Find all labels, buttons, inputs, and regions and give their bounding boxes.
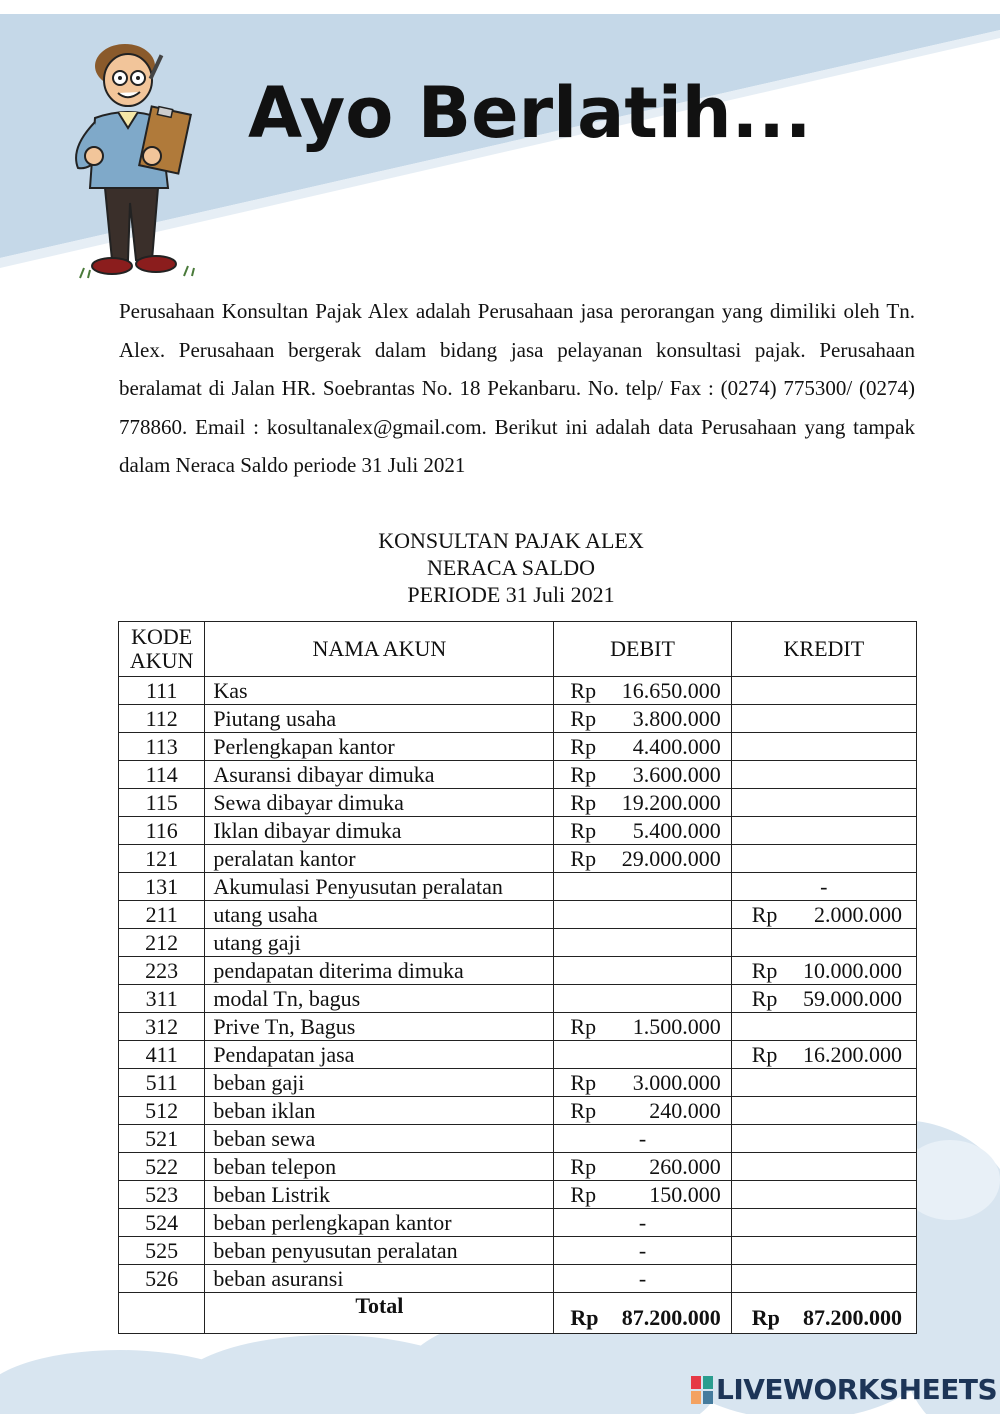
- debit-currency: Rp: [570, 817, 597, 843]
- table-row: [119, 957, 917, 985]
- debit-value: -: [638, 1237, 647, 1263]
- debit-cell: [554, 957, 731, 985]
- table-row: [119, 677, 917, 705]
- table-row: [119, 1013, 917, 1041]
- accountant-character-illustration: [60, 38, 210, 288]
- debit-currency: Rp: [570, 1153, 597, 1179]
- credit-cell: [731, 845, 916, 873]
- debit-cell: [554, 1069, 731, 1097]
- table-row: [119, 789, 917, 817]
- account-code: 131: [119, 873, 205, 901]
- header-name: NAMA AKUN: [205, 622, 554, 677]
- credit-cell: [731, 761, 916, 789]
- debit-cell: [554, 1097, 731, 1125]
- debit-value: 16.650.000: [621, 677, 721, 703]
- account-code: 121: [119, 845, 205, 873]
- table-header-row: [119, 622, 917, 677]
- debit-cell: [554, 985, 731, 1013]
- debit-value: 260.000: [649, 1153, 721, 1179]
- account-code: 526: [119, 1265, 205, 1293]
- debit-currency: Rp: [570, 705, 597, 731]
- debit-value: -: [638, 1265, 647, 1291]
- debit-cell: [554, 789, 731, 817]
- header-code: KODE AKUN: [119, 622, 205, 677]
- account-code: 511: [119, 1069, 205, 1097]
- debit-currency: Rp: [570, 733, 597, 759]
- account-code: 311: [119, 985, 205, 1013]
- account-name: modal Tn, bagus: [205, 985, 554, 1013]
- credit-value: 2.000.000: [814, 901, 902, 927]
- debit-currency: Rp: [570, 789, 597, 815]
- debit-cell: [554, 1125, 731, 1153]
- table-row: [119, 1125, 917, 1153]
- table-row: [119, 817, 917, 845]
- account-name: Asuransi dibayar dimuka: [205, 761, 554, 789]
- table-row: [119, 1209, 917, 1237]
- debit-cell: [554, 929, 731, 957]
- total-debit-cell: [554, 1293, 731, 1334]
- account-code: 115: [119, 789, 205, 817]
- header-credit: KREDIT: [731, 622, 916, 677]
- credit-cell: [731, 1013, 916, 1041]
- table-row: [119, 1041, 917, 1069]
- credit-cell: [731, 677, 916, 705]
- account-code: 212: [119, 929, 205, 957]
- debit-cell: [554, 761, 731, 789]
- debit-value: 3.800.000: [632, 705, 721, 731]
- total-label: Total: [205, 1293, 554, 1334]
- report-company: KONSULTAN PAJAK ALEX: [378, 528, 644, 553]
- debit-cell: [554, 1237, 731, 1265]
- debit-currency: Rp: [570, 1069, 597, 1095]
- table-row: [119, 901, 917, 929]
- shoe-right-icon: [136, 256, 176, 272]
- debit-cell: [554, 705, 731, 733]
- account-code: 112: [119, 705, 205, 733]
- total-debit-currency: Rp: [570, 1305, 599, 1330]
- credit-cell: [731, 957, 916, 985]
- credit-value: 59.000.000: [803, 985, 902, 1011]
- credit-cell: [731, 1125, 916, 1153]
- debit-value: 240.000: [649, 1097, 721, 1123]
- credit-value: 16.200.000: [803, 1041, 902, 1067]
- credit-cell: [731, 1041, 916, 1069]
- table-row: [119, 1069, 917, 1097]
- account-name: Akumulasi Penyusutan peralatan: [205, 873, 554, 901]
- account-name: beban penyusutan peralatan: [205, 1237, 554, 1265]
- credit-cell: [731, 901, 916, 929]
- account-name: beban perlengkapan kantor: [205, 1209, 554, 1237]
- credit-cell: [731, 929, 916, 957]
- debit-value: 150.000: [649, 1181, 721, 1207]
- table-total-row: [119, 1293, 917, 1334]
- account-code: 223: [119, 957, 205, 985]
- table-row: [119, 733, 917, 761]
- debit-value: -: [638, 1209, 647, 1235]
- debit-cell: [554, 1209, 731, 1237]
- credit-cell: [731, 1265, 916, 1293]
- credit-cell: [731, 705, 916, 733]
- debit-cell: [554, 1181, 731, 1209]
- liveworksheets-logo-text: LIVEWORKSHEETS: [716, 1373, 998, 1406]
- report-period: PERIODE 31 Juli 2021: [407, 582, 615, 607]
- debit-currency: Rp: [570, 1097, 597, 1123]
- table-row: [119, 705, 917, 733]
- account-name: beban telepon: [205, 1153, 554, 1181]
- table-row: [119, 1237, 917, 1265]
- debit-cell: [554, 1041, 731, 1069]
- table-row: [119, 761, 917, 789]
- account-name: beban asuransi: [205, 1265, 554, 1293]
- intro-paragraph: Perusahaan Konsultan Pajak Alex adalah Perusahaan jasa perorangan yang dimiliki oleh Tn. Alex. Perusahaan bergerak dalam bidang jasa pelayanan konsultasi pajak. Perusahaan beralamat di Jalan HR. Soebrantas No. 18 Pekanbaru. No. telp/ Fax : (0274) 775300/ (0274) 778860. Email : kosultanalex@gmail.com. Berikut ini adalah data Perusahaan yang tampak dalam Neraca Saldo periode 31 Juli 2021: [119, 299, 915, 477]
- credit-cell: [731, 1069, 916, 1097]
- credit-cell: [731, 1209, 916, 1237]
- credit-value: -: [820, 873, 828, 899]
- account-name: Piutang usaha: [205, 705, 554, 733]
- credit-cell: [731, 1153, 916, 1181]
- account-name: pendapatan diterima dimuka: [205, 957, 554, 985]
- account-code: 524: [119, 1209, 205, 1237]
- table-row: [119, 1265, 917, 1293]
- account-name: beban iklan: [205, 1097, 554, 1125]
- account-name: Sewa dibayar dimuka: [205, 789, 554, 817]
- liveworksheets-logo-icon: [691, 1376, 713, 1404]
- header-debit: DEBIT: [554, 622, 731, 677]
- debit-currency: Rp: [570, 1013, 597, 1039]
- account-code: 113: [119, 733, 205, 761]
- table-body: [119, 677, 917, 1293]
- total-debit-value: 87.200.000: [621, 1305, 721, 1330]
- credit-currency: Rp: [751, 1041, 778, 1067]
- account-code: 312: [119, 1013, 205, 1041]
- account-code: 521: [119, 1125, 205, 1153]
- account-name: utang usaha: [205, 901, 554, 929]
- liveworksheets-logo: [691, 1373, 997, 1406]
- table-row: [119, 1153, 917, 1181]
- credit-cell: [731, 985, 916, 1013]
- credit-cell: [731, 817, 916, 845]
- account-name: beban gaji: [205, 1069, 554, 1097]
- table-row: [119, 873, 917, 901]
- account-name: peralatan kantor: [205, 845, 554, 873]
- debit-value: 1.500.000: [632, 1013, 721, 1039]
- debit-cell: [554, 1013, 731, 1041]
- debit-value: 3.600.000: [632, 761, 721, 787]
- account-code: 111: [119, 677, 205, 705]
- thumbs-up-icon: [85, 147, 103, 165]
- debit-currency: Rp: [570, 761, 597, 787]
- account-code: 116: [119, 817, 205, 845]
- credit-cell: [731, 1097, 916, 1125]
- account-name: beban sewa: [205, 1125, 554, 1153]
- credit-cell: [731, 1237, 916, 1265]
- debit-value: 3.000.000: [632, 1069, 721, 1095]
- page-title: Ayo Berlatih...: [248, 72, 812, 154]
- report-name: NERACA SALDO: [426, 555, 596, 580]
- account-code: 525: [119, 1237, 205, 1265]
- debit-currency: Rp: [570, 677, 597, 703]
- account-name: Perlengkapan kantor: [205, 733, 554, 761]
- debit-cell: [554, 1265, 731, 1293]
- debit-cell: [554, 901, 731, 929]
- credit-cell: [731, 1181, 916, 1209]
- debit-value: -: [638, 1125, 647, 1151]
- credit-currency: Rp: [751, 901, 778, 927]
- total-credit-cell: [731, 1293, 916, 1334]
- credit-cell: [731, 789, 916, 817]
- table-row: [119, 929, 917, 957]
- debit-value: 29.000.000: [621, 845, 721, 871]
- credit-currency: Rp: [751, 985, 778, 1011]
- account-code: 512: [119, 1097, 205, 1125]
- account-name: Prive Tn, Bagus: [205, 1013, 554, 1041]
- total-code-cell: [119, 1293, 205, 1334]
- account-code: 211: [119, 901, 205, 929]
- account-code: 522: [119, 1153, 205, 1181]
- debit-cell: [554, 873, 731, 901]
- account-name: utang gaji: [205, 929, 554, 957]
- debit-cell: [554, 733, 731, 761]
- account-name: Pendapatan jasa: [205, 1041, 554, 1069]
- debit-cell: [554, 677, 731, 705]
- account-name: Iklan dibayar dimuka: [205, 817, 554, 845]
- credit-value: 10.000.000: [803, 957, 902, 983]
- debit-value: 19.200.000: [621, 789, 721, 815]
- account-code: 411: [119, 1041, 205, 1069]
- account-code: 114: [119, 761, 205, 789]
- debit-cell: [554, 1153, 731, 1181]
- total-credit-value: 87.200.000: [803, 1305, 902, 1330]
- credit-currency: Rp: [751, 957, 778, 983]
- debit-cell: [554, 817, 731, 845]
- debit-value: 4.400.000: [632, 733, 721, 759]
- debit-currency: Rp: [570, 845, 597, 871]
- debit-cell: [554, 845, 731, 873]
- trial-balance-table: [118, 621, 917, 1334]
- table-row: [119, 1097, 917, 1125]
- account-code: 523: [119, 1181, 205, 1209]
- table-row: [119, 845, 917, 873]
- trousers-shape: [105, 188, 158, 260]
- credit-cell: [731, 873, 916, 901]
- table-row: [119, 1181, 917, 1209]
- debit-value: 5.400.000: [632, 817, 721, 843]
- total-credit-currency: Rp: [751, 1305, 780, 1330]
- shoe-left-icon: [92, 258, 132, 274]
- table-row: [119, 985, 917, 1013]
- account-name: Kas: [205, 677, 554, 705]
- debit-currency: Rp: [570, 1181, 597, 1207]
- credit-cell: [731, 733, 916, 761]
- account-name: beban Listrik: [205, 1181, 554, 1209]
